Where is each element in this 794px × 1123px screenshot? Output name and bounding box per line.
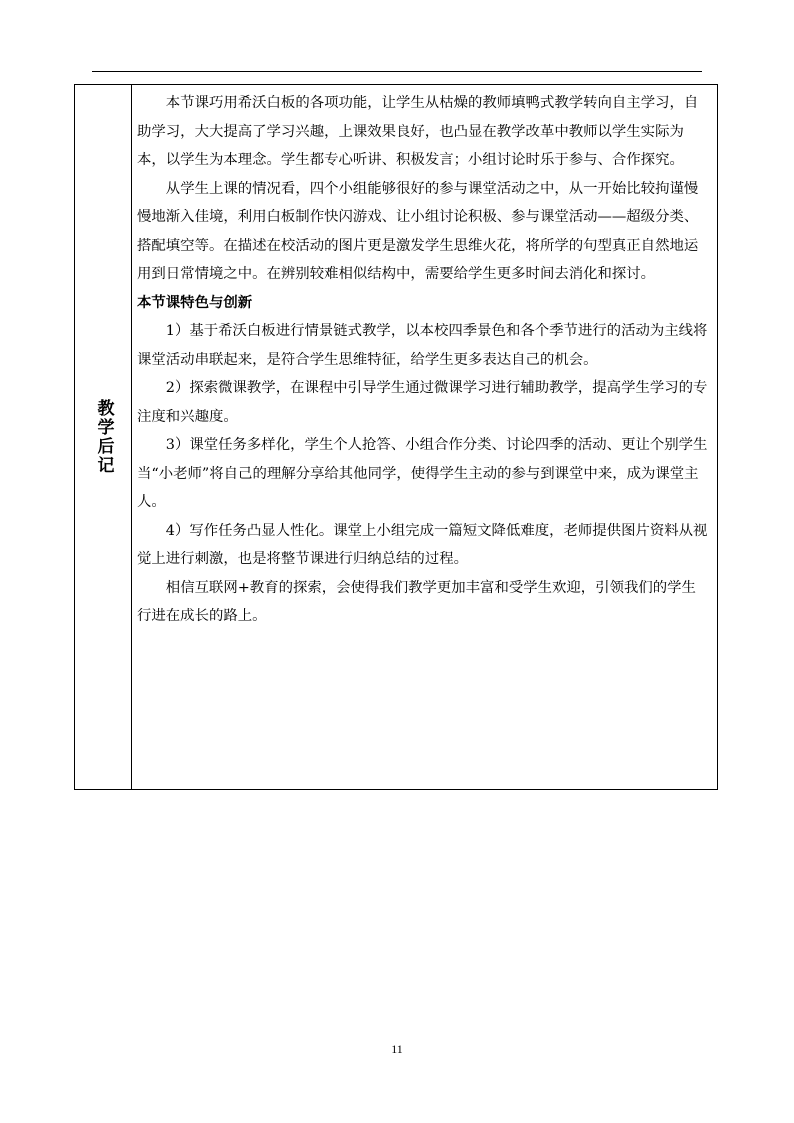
row-label: 教学后记 <box>93 399 114 475</box>
paragraph-overview: 本节课巧用希沃白板的各项功能，让学生从枯燥的教师填鸭式教学转向自主学习，自助学习，大大提高了学习兴趣，上课效果良好，也凸显在教学改革中教师以学生实际为本，以学生为本理念。学生都专心听讲、积极发言；小组讨论时乐于参与、合作探究。 <box>137 95 699 168</box>
section-heading: 本节课特色与创新 <box>137 294 253 311</box>
feature-item-3: 3）课堂任务多样化，学生个人抢答、小组合作分类、讨论四季的活动、更让个别学生当“小老师”将自己的理解分享给其他同学，使得学生主动的参与到课堂中来，成为课堂主人。 <box>137 437 708 510</box>
column-divider <box>131 85 132 789</box>
label-cell <box>75 85 131 789</box>
page-number: 11 <box>391 1042 403 1056</box>
feature-item-2: 2）探索微课教学，在课程中引导学生通过微课学习进行辅助教学，提高学生学习的专注度和兴趣度。 <box>137 380 708 425</box>
reflection-table <box>74 84 718 790</box>
content-cell <box>137 89 709 631</box>
feature-item-1: 1）基于希沃白板进行情景链式教学，以本校四季景色和各个季节进行的活动为主线将课堂活动串联起来，是符合学生思维特征，给学生更多表达自己的机会。 <box>137 323 708 368</box>
header-rule <box>92 71 702 72</box>
paragraph-observation: 从学生上课的情况看，四个小组能够很好的参与课堂活动之中，从一开始比较拘谨慢慢地渐入佳境，利用白板制作快闪游戏、让小组讨论积极、参与课堂活动——超级分类、搭配填空等。在描述在校活动的图片更是激发学生思维火花，将所学的句型真正自然地运用到日常情境之中。在辨别较难相似结构中，需要给学生更多时间去消化和探讨。 <box>137 180 699 282</box>
feature-item-4: 4）写作任务凸显人性化。课堂上小组完成一篇短文降低难度，老师提供图片资料从视觉上进行刺激，也是将整节课进行归纳总结的过程。 <box>137 522 708 567</box>
paragraph-conclusion: 相信互联网+教育的探索，会使得我们教学更加丰富和受学生欢迎，引领我们的学生行进在成长的路上。 <box>137 579 696 624</box>
